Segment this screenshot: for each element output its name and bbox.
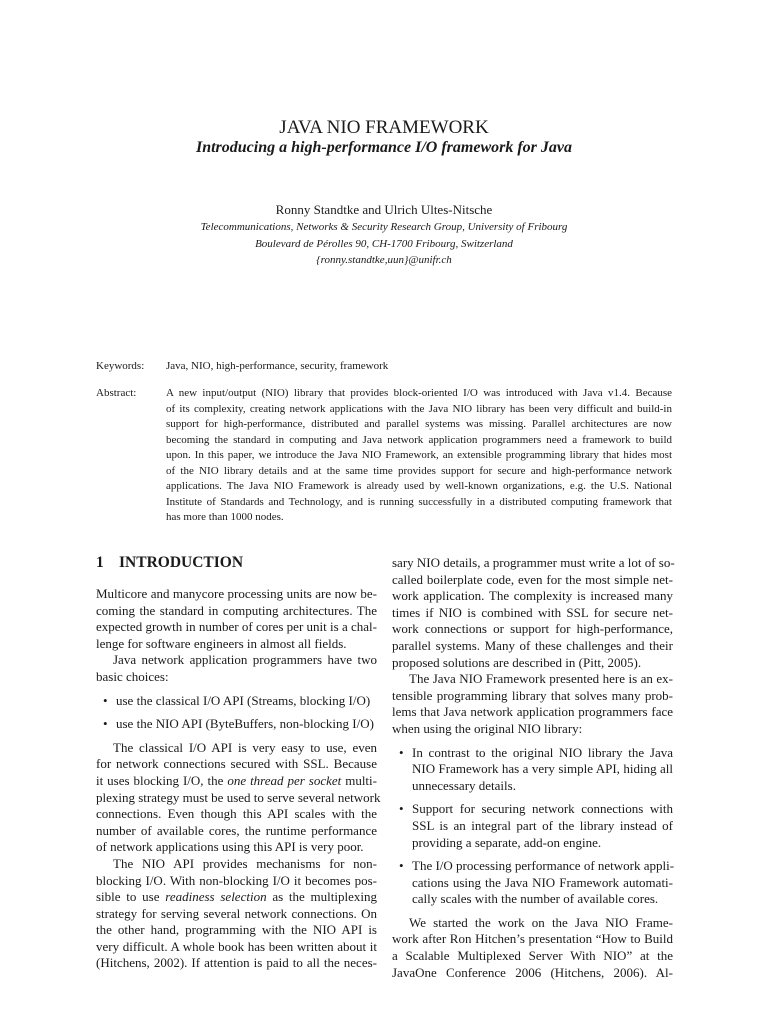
text-line: work application. The complexity is increased many <box>392 588 673 604</box>
left-column <box>96 586 381 972</box>
section-title: INTRODUCTION <box>119 554 244 571</box>
text-line: sible to use readiness selection as the multiplexing <box>96 889 377 905</box>
emphasis: readiness selection <box>165 889 267 905</box>
text-line: parallel systems. Many of these challenges and their <box>392 637 673 653</box>
abstract-line: has more than 1000 nodes. <box>166 511 284 523</box>
bullet-icon: • <box>399 744 404 760</box>
section-number: 1 <box>96 554 104 571</box>
abstract-line: of the NIO library details and at the same time provides support for secure and high-performance network <box>166 464 672 477</box>
text-line: it uses blocking I/O, the one thread per socket multi- <box>96 772 377 788</box>
bullet-item <box>392 801 673 851</box>
text-line: very difficult. A whole book has been written about it <box>96 938 377 954</box>
abstract-body <box>166 386 672 526</box>
text-line: a Scalable Multiplexed Server With NIO” at the <box>392 948 673 964</box>
keywords-label: Keywords: <box>96 360 145 372</box>
text-line: tensible programming library that solves many prob- <box>392 687 673 703</box>
affiliation <box>0 219 768 269</box>
emphasis: one thread per socket <box>227 772 342 788</box>
text-line: lenge for software engineers in almost all fields. <box>96 635 347 651</box>
text-line: In contrast to the original NIO library the Java <box>412 744 673 760</box>
text-line: called boilerplate code, even for the most simple net- <box>392 571 673 587</box>
affiliation-line: Boulevard de Pérolles 90, CH-1700 Fribourg, Switzerland <box>255 237 513 250</box>
right-column <box>392 555 673 981</box>
text-line: cally scales with the number of available cores. <box>412 891 659 907</box>
text-line: expected growth in number of cores per unit is a chal- <box>96 619 377 635</box>
abstract-label: Abstract: <box>96 387 137 399</box>
bullet-icon: • <box>399 801 404 817</box>
abstract-line: applications. The Java NIO Framework is already used by well-known organizations, e.g. the U.S. National <box>166 480 672 492</box>
text-line: providing a separate, add-on engine. <box>412 834 602 850</box>
text-line: work after Ron Hitchen’s presentation “How to Build <box>392 931 673 947</box>
affiliation-line: Telecommunications, Networks & Security Research Group, University of Fribourg <box>200 221 568 233</box>
text-line: The NIO API provides mechanisms for non- <box>113 855 377 871</box>
text-line: use the classical I/O API (Streams, blocking I/O) <box>116 692 371 708</box>
paper-subtitle: Introducing a high-performance I/O framework for Java <box>195 139 573 156</box>
text-line: The Java NIO Framework presented here is an ex- <box>409 671 673 687</box>
text-line: number of available cores, the runtime performance <box>96 822 377 838</box>
text-line: use the NIO API (ByteBuffers, non-blocking I/O) <box>116 716 374 732</box>
text-line: coming the standard in computing architectures. The <box>96 602 377 618</box>
abstract-line: upon. In this paper, we introduce the Java NIO Framework, an extensible programming library that hides most <box>166 449 672 461</box>
bullet-item <box>96 693 377 710</box>
abstract-line: A new input/output (NIO) library that provides block-oriented I/O was introduced with Java v1.4. Because <box>166 387 672 399</box>
text-line: connections. Even though this API scales with the <box>96 806 377 822</box>
text-line: when using the original NIO library: <box>392 720 583 736</box>
abstract-line: support for high-performance, distributed and parallel systems was missing. Parallel architectures are now <box>166 418 672 430</box>
authors: Ronny Standtke and Ulrich Ultes-Nitsche <box>275 202 493 217</box>
text-line: The classical I/O API is very easy to use, even <box>113 739 377 755</box>
paragraph <box>96 856 377 972</box>
text-line: unnecessary details. <box>412 777 516 793</box>
bullet-item <box>392 858 673 908</box>
bullet-item <box>392 745 673 795</box>
text-line: for network connections secured with SSL. Because <box>96 756 377 772</box>
text-line: lems that Java network application programmers face <box>392 704 673 720</box>
author-email: {ronny.standtke,uun}@unifr.ch <box>316 254 452 266</box>
abstract-line: becoming the standard in computing and Java network application programmers need a framework to build <box>166 433 672 446</box>
text-line: times if NIO is combined with SSL for secure net- <box>392 604 673 620</box>
paragraph <box>96 652 377 685</box>
bullet-item <box>96 716 377 733</box>
text-line: JavaOne Conference 2006 (Hitchens, 2006). Al- <box>392 964 673 980</box>
paragraph <box>392 555 673 671</box>
abstract-line: of its complexity, creating network applications with the Java NIO library has been very difficult and build-in <box>166 402 672 415</box>
text-line: work connections or support for high-performance, <box>392 621 673 637</box>
text-line: proposed solutions are described in (Pitt, 2005). <box>392 654 642 670</box>
text-line: (Hitchens, 2002). If attention is paid to all the neces- <box>96 955 377 971</box>
text-line: of network applications using this API is very poor. <box>96 839 364 855</box>
text-line: Multicore and manycore processing units are now be- <box>96 586 377 601</box>
text-line: The I/O processing performance of network appli- <box>412 858 675 874</box>
section-heading <box>96 553 243 573</box>
text-line: Support for securing network connections with <box>412 801 673 817</box>
text-line: NIO Framework has a very simple API, hiding all <box>412 761 673 777</box>
text-line: basic choices: <box>96 668 169 684</box>
bullet-icon: • <box>103 692 108 708</box>
text-line: plexing strategy must be used to serve several network <box>96 789 381 805</box>
paragraph <box>392 671 673 737</box>
paragraph <box>96 739 381 856</box>
bullet-icon: • <box>399 858 404 874</box>
paragraph <box>392 915 673 981</box>
text-line: sary NIO details, a programmer must write a lot of so- <box>392 555 675 570</box>
text-line: the other hand, programming with the NIO API is <box>96 922 377 938</box>
abstract-line: Institute of Standards and Technology, and is running successfully in a distributed computing framework that <box>166 495 672 508</box>
bullet-icon: • <box>103 716 108 732</box>
text-line: SSL is an integral part of the library instead of <box>412 817 673 833</box>
paper-title: JAVA NIO FRAMEWORK <box>279 117 489 138</box>
text-line: cations using the Java NIO Framework automati- <box>412 874 673 890</box>
text-line: blocking I/O. With non-blocking I/O it becomes pos- <box>96 872 377 888</box>
paragraph <box>96 586 377 652</box>
text-line: Java network application programmers have two <box>113 652 377 668</box>
text-line: We started the work on the Java NIO Frame- <box>409 914 673 930</box>
keywords-value: Java, NIO, high-performance, security, framework <box>166 360 389 372</box>
text-line: strategy for serving several network connections. On <box>96 905 377 921</box>
